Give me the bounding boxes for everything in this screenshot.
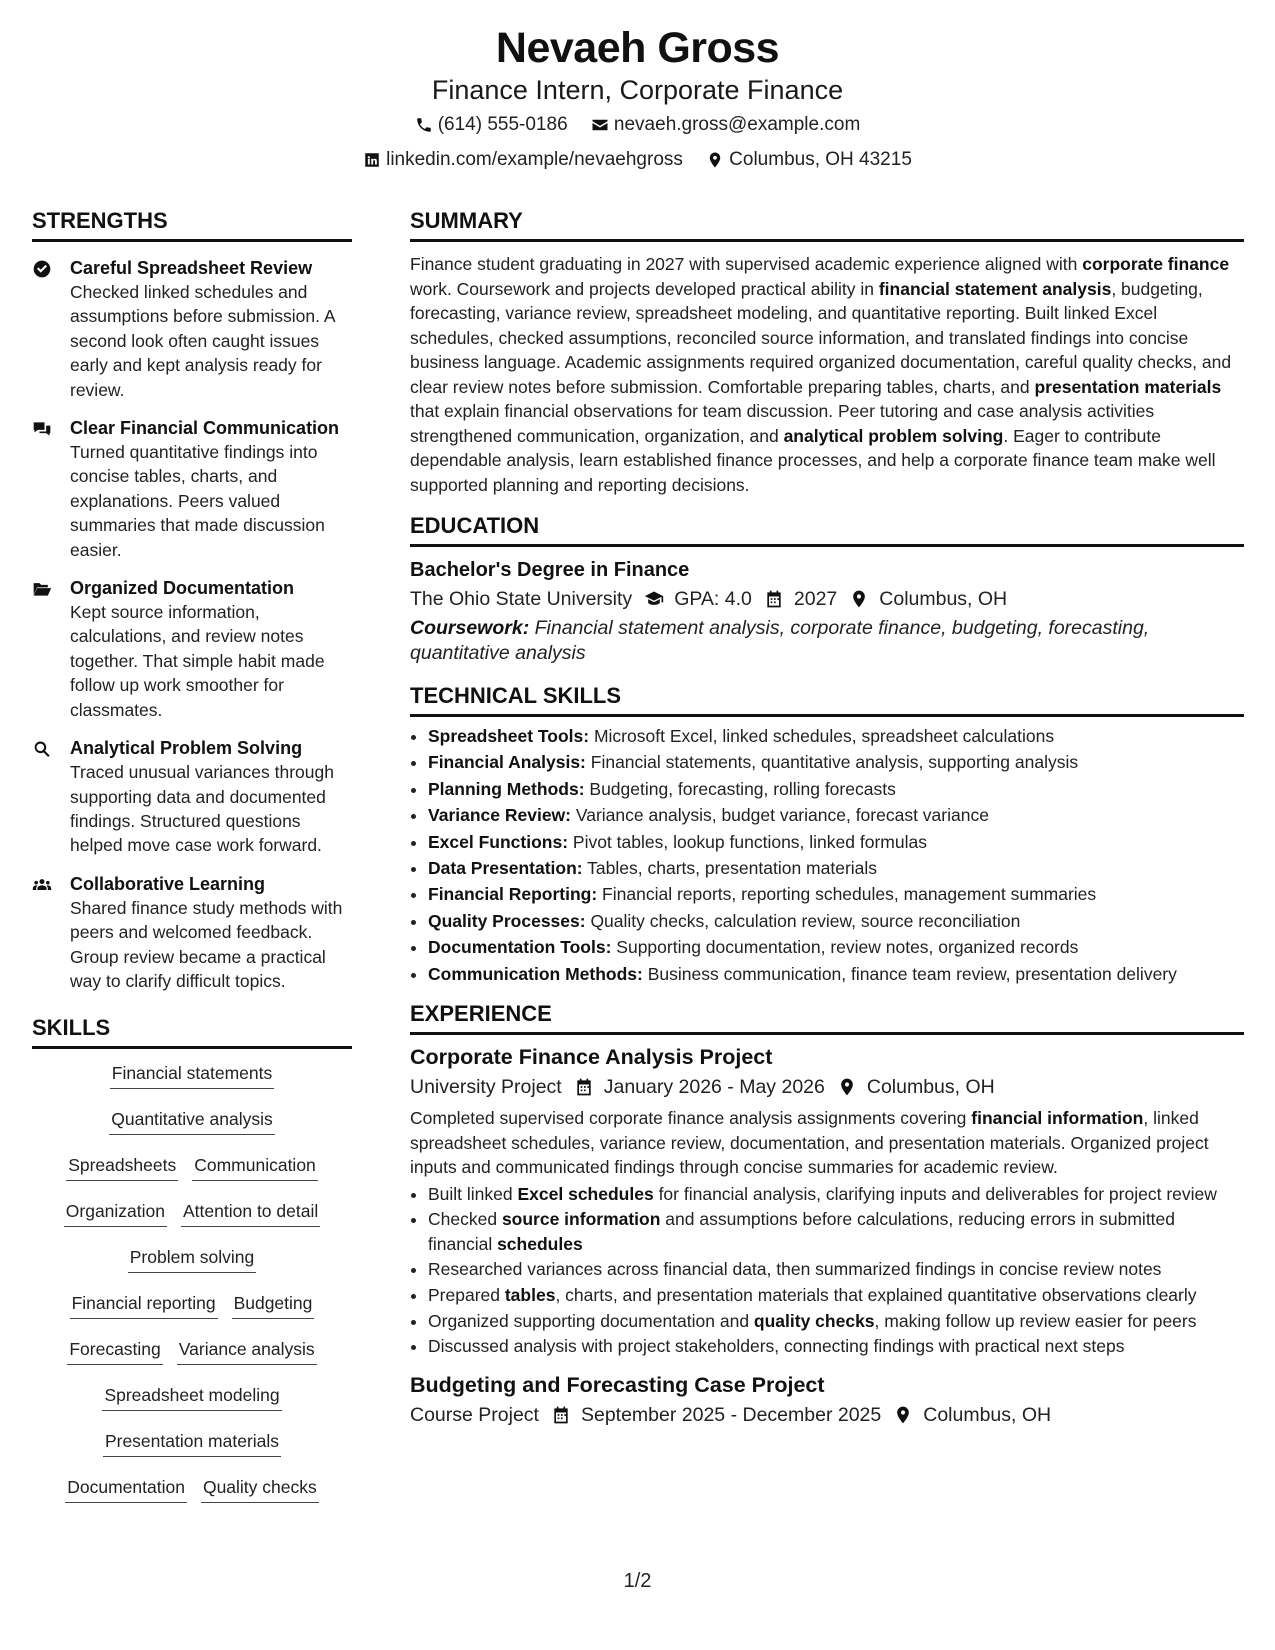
- strength-icon-wrap: [32, 416, 70, 562]
- strength-title: Organized Documentation: [70, 578, 295, 599]
- skill-row: [32, 1475, 352, 1503]
- technical-skill-value: Pivot tables, lookup functions, linked formulas: [568, 831, 927, 852]
- bold-keyword: source information: [501, 1209, 661, 1230]
- project-bullet: [428, 1334, 1244, 1359]
- strength-item: [32, 576, 352, 722]
- text-run: Checked: [428, 1209, 502, 1230]
- strength-body: [70, 576, 352, 722]
- skill-tag: Problem solving: [128, 1245, 257, 1273]
- technical-skill-label: Planning Methods:: [428, 778, 585, 799]
- text-run: Organized supporting documentation and: [428, 1310, 754, 1331]
- strength-description: Kept source information, calculations, and review notes together. That simple habit made follow up work smoother for classmates.: [70, 602, 325, 720]
- strength-title: Careful Spreadsheet Review: [70, 258, 313, 278]
- project-dates: [574, 1073, 825, 1101]
- text-run: . Eager to contribute dependable analysis, learn established finance processes, and help a corporate finance team make well supported planning and reporting decisions.: [410, 425, 1216, 495]
- strength-icon-wrap: [32, 736, 70, 858]
- technical-skill-value: Business communication, finance team review, presentation delivery: [642, 963, 1177, 984]
- experience-list: [410, 1043, 1244, 1429]
- skill-row: [32, 1107, 352, 1135]
- calendar-icon: [551, 1405, 571, 1425]
- text-run: Discussed analysis with project stakeholders, connecting findings with practical next steps: [428, 1336, 1125, 1357]
- text-run: and assumptions before calculations, reducing errors in submitted financial: [428, 1209, 1176, 1254]
- skill-tag: Attention to detail: [181, 1199, 320, 1227]
- project-location: [837, 1073, 995, 1101]
- strength-item: [32, 872, 352, 994]
- map-pin-icon: [706, 151, 724, 169]
- school-name: [410, 585, 632, 613]
- project-meta: [410, 1073, 1244, 1101]
- location-contact: [706, 148, 912, 172]
- strength-icon-wrap: [32, 576, 70, 722]
- skill-tag: Spreadsheet modeling: [102, 1383, 281, 1411]
- technical-skill-item: [428, 802, 1244, 828]
- strength-description: Shared finance study methods with peers and welcomed feedback. Group review became a practical way to clarify difficult topics.: [70, 897, 343, 991]
- skill-tag: Quantitative analysis: [109, 1107, 274, 1135]
- technical-skill-label: Quality Processes:: [428, 910, 586, 931]
- map-pin-icon: [837, 1077, 857, 1097]
- strength-description: Checked linked schedules and assumptions before submission. A second look often caught issues early and kept analysis ready for review.: [70, 282, 335, 400]
- text-run: Researched variances across financial data, then summarized findings in concise review notes: [428, 1259, 1162, 1280]
- technical-skill-value: Quality checks, calculation review, source reconciliation: [585, 910, 1021, 931]
- bold-keyword: financial statement analysis: [878, 278, 1112, 299]
- skill-tag: Quality checks: [201, 1475, 319, 1503]
- technical-skill-item: [428, 961, 1244, 987]
- technical-skill-value: Financial reports, reporting schedules, management summaries: [597, 884, 1097, 905]
- technical-skill-value: Tables, charts, presentation materials: [582, 858, 878, 879]
- project-bullet: [428, 1207, 1244, 1256]
- resume-header: [0, 22, 1275, 176]
- coursework-text: Financial statement analysis, corporate finance, budgeting, forecasting, quantitative analysis: [410, 617, 1150, 664]
- edu-location-text: Columbus, OH: [879, 588, 1008, 610]
- technical-skill-label: Documentation Tools:: [428, 937, 612, 958]
- strengths-list: [32, 256, 352, 993]
- project-bullet: [428, 1182, 1244, 1207]
- email-address[interactable]: nevaeh.gross@example.com: [613, 114, 861, 135]
- strength-body: [70, 416, 352, 562]
- skill-tag: Spreadsheets: [66, 1153, 178, 1181]
- skill-tag: Communication: [192, 1153, 318, 1181]
- strength-item: [32, 736, 352, 858]
- strength-item: [32, 256, 352, 402]
- project-bullets: [410, 1182, 1244, 1359]
- candidate-title: Finance Intern, Corporate Finance: [431, 75, 844, 105]
- summary-heading: SUMMARY: [410, 208, 1244, 242]
- strength-icon-wrap: [32, 256, 70, 402]
- project-title: Corporate Finance Analysis Project: [410, 1045, 773, 1070]
- linkedin-contact[interactable]: [363, 148, 683, 172]
- skill-tag: Financial reporting: [70, 1291, 218, 1319]
- text-run: , making follow up review easier for peers: [874, 1310, 1197, 1331]
- technical-skill-value: Microsoft Excel, linked schedules, spreadsheet calculations: [589, 726, 1055, 746]
- school-name-text: The Ohio State University: [410, 588, 633, 610]
- project-bullet: [428, 1283, 1244, 1308]
- strength-title: Collaborative Learning: [70, 873, 266, 894]
- page-number: 1/2: [623, 1570, 652, 1592]
- project-bullet: [428, 1309, 1244, 1334]
- skill-row: [32, 1291, 352, 1319]
- map-pin-icon: [849, 589, 869, 609]
- bold-keyword: Excel schedules: [517, 1183, 654, 1204]
- skill-tag: Forecasting: [67, 1337, 162, 1365]
- bold-keyword: quality checks: [753, 1310, 875, 1331]
- technical-skill-item: [428, 829, 1244, 855]
- text-run: , charts, and presentation materials that explained quantitative observations clearly: [555, 1284, 1197, 1305]
- text-run: Finance student graduating in 2027 with supervised academic experience aligned with: [410, 254, 1083, 274]
- strength-body: [70, 736, 352, 858]
- skill-row: [32, 1429, 352, 1457]
- phone-contact: [415, 113, 568, 137]
- strength-icon-wrap: [32, 872, 70, 994]
- check-circle-icon: [32, 259, 52, 279]
- skill-tag: Organization: [64, 1199, 167, 1227]
- strength-description: Traced unusual variances through supporting data and documented findings. Structured questions helped move case work forward.: [70, 762, 334, 856]
- text-run: Prepared: [428, 1284, 505, 1305]
- technical-skill-item: [428, 934, 1244, 960]
- strength-body: [70, 872, 352, 994]
- technical-skill-value: Budgeting, forecasting, rolling forecasts: [584, 778, 896, 799]
- technical-skill-value: Supporting documentation, review notes, organized records: [611, 937, 1079, 958]
- project-organization: Course Project: [410, 1403, 539, 1426]
- technical-skills-list: [410, 723, 1244, 987]
- edu-location-item: [849, 585, 1007, 613]
- project-location: [893, 1401, 1051, 1429]
- envelope-icon: [591, 116, 609, 134]
- strength-title: Analytical Problem Solving: [70, 738, 303, 759]
- strength-description: Turned quantitative findings into concise tables, charts, and explanations. Peers valued summaries that made discussion easier.: [70, 442, 325, 560]
- technical-skill-item: [428, 749, 1244, 775]
- email-contact[interactable]: [591, 113, 860, 137]
- strength-body: [70, 256, 352, 402]
- project-dates-text: January 2026 - May 2026: [603, 1076, 825, 1099]
- strengths-heading: STRENGTHS: [32, 208, 352, 242]
- skill-tag: Financial statements: [110, 1061, 275, 1089]
- technical-skill-label: Data Presentation:: [428, 858, 583, 879]
- gpa-item: [644, 585, 752, 613]
- search-icon: [32, 739, 52, 759]
- comments-icon: [32, 419, 52, 439]
- skill-row: [32, 1153, 352, 1181]
- technical-skill-label: Financial Reporting:: [428, 884, 598, 905]
- project-title: Budgeting and Forecasting Case Project: [410, 1372, 825, 1397]
- bold-keyword: financial information: [971, 1108, 1144, 1129]
- education-meta: [410, 585, 1244, 613]
- technical-skill-label: Variance Review:: [428, 805, 571, 826]
- folder-open-icon: [32, 579, 52, 599]
- education-heading: EDUCATION: [410, 513, 1244, 547]
- text-run: Built linked: [428, 1183, 518, 1204]
- technical-skill-item: [428, 855, 1244, 881]
- bold-keyword: presentation materials: [1034, 376, 1222, 397]
- candidate-name: Nevaeh Gross: [495, 24, 780, 72]
- summary-text: [410, 252, 1244, 497]
- project-location-text: Columbus, OH: [866, 1076, 995, 1099]
- text-run: that explain financial observations for team discussion. Peer tutoring and case analysis activities strengthened communication, organization, and: [410, 401, 1155, 446]
- experience-entry: [410, 1043, 1244, 1359]
- experience-heading: EXPERIENCE: [410, 1001, 1244, 1035]
- left-column: [32, 208, 352, 1521]
- technical-skill-value: Financial statements, quantitative analysis, supporting analysis: [585, 752, 1079, 773]
- skill-row: [32, 1061, 352, 1089]
- contact-line-2: [0, 148, 1275, 176]
- linkedin-icon: [363, 151, 381, 169]
- technical-skill-label: Financial Analysis:: [428, 752, 586, 773]
- phone-number: (614) 555-0186: [437, 114, 568, 135]
- technical-skill-label: Communication Methods:: [428, 963, 643, 984]
- technical-skills-heading: TECHNICAL SKILLS: [410, 683, 1244, 717]
- degree-title: Bachelor's Degree in Finance: [410, 559, 690, 581]
- coursework: [410, 616, 1244, 665]
- project-bullet: [428, 1257, 1244, 1282]
- text-run: , budgeting, forecasting, variance review, spreadsheet modeling, and quantitative reporting. Built linked Excel schedules, checked assumptions, reconciled source information, and translated findings into concise business language. Academic assignments required organized documentation, careful quality checks, and clear review notes before submission. Comfortable preparing tables, charts, and: [410, 278, 1232, 397]
- technical-skill-label: Spreadsheet Tools:: [428, 726, 590, 746]
- text-run: Completed supervised corporate finance analysis assignments covering: [410, 1108, 972, 1129]
- bold-keyword: tables: [504, 1284, 556, 1305]
- graduation-cap-icon: [644, 589, 664, 609]
- skills-heading: SKILLS: [32, 1015, 352, 1049]
- technical-skill-item: [428, 908, 1244, 934]
- gpa-text: GPA: 4.0: [674, 588, 752, 610]
- text-run: , linked spreadsheet schedules, variance review, documentation, and presentation materials. Organized project inputs and communicated findings through concise summaries for academic review.: [410, 1108, 1209, 1178]
- skill-tag: Documentation: [65, 1475, 187, 1503]
- skills-list: [32, 1061, 352, 1503]
- bold-keyword: analytical problem solving: [783, 425, 1004, 446]
- project-meta: [410, 1401, 1244, 1429]
- phone-icon: [415, 116, 433, 134]
- grad-year-text: 2027: [793, 588, 838, 610]
- skill-tag: Budgeting: [232, 1291, 315, 1319]
- text-run: work. Coursework and projects developed practical ability in: [410, 278, 879, 299]
- technical-skill-item: [428, 776, 1244, 802]
- project-summary: [410, 1106, 1244, 1180]
- project-dates: [551, 1401, 881, 1429]
- technical-skill-value: Variance analysis, budget variance, forecast variance: [571, 805, 989, 826]
- location-text: Columbus, OH 43215: [729, 149, 912, 170]
- users-icon: [32, 875, 52, 895]
- skill-row: [32, 1245, 352, 1273]
- grad-year-item: [764, 585, 837, 613]
- strength-title: Clear Financial Communication: [70, 418, 340, 439]
- technical-skill-item: [428, 881, 1244, 907]
- right-column: [410, 208, 1244, 1429]
- calendar-icon: [574, 1077, 594, 1097]
- strength-item: [32, 416, 352, 562]
- skill-tag: Variance analysis: [177, 1337, 317, 1365]
- contact-line-1: [0, 113, 1275, 141]
- linkedin-url[interactable]: linkedin.com/example/nevaehgross: [386, 149, 683, 170]
- project-dates-text: September 2025 - December 2025: [580, 1403, 882, 1426]
- project-organization: University Project: [410, 1076, 562, 1099]
- skill-row: [32, 1337, 352, 1365]
- skill-tag: Presentation materials: [103, 1429, 281, 1457]
- technical-skill-item: [428, 723, 1244, 749]
- project-location-text: Columbus, OH: [923, 1403, 1052, 1426]
- text-run: for financial analysis, clarifying inputs and deliverables for project review: [653, 1183, 1217, 1204]
- bold-keyword: schedules: [497, 1233, 583, 1254]
- skill-row: [32, 1199, 352, 1227]
- skill-row: [32, 1383, 352, 1411]
- coursework-label: Coursework:: [410, 617, 530, 639]
- map-pin-icon: [893, 1405, 913, 1425]
- calendar-icon: [764, 589, 784, 609]
- experience-entry: [410, 1371, 1244, 1429]
- bold-keyword: corporate finance: [1082, 254, 1230, 274]
- technical-skill-label: Excel Functions:: [428, 831, 569, 852]
